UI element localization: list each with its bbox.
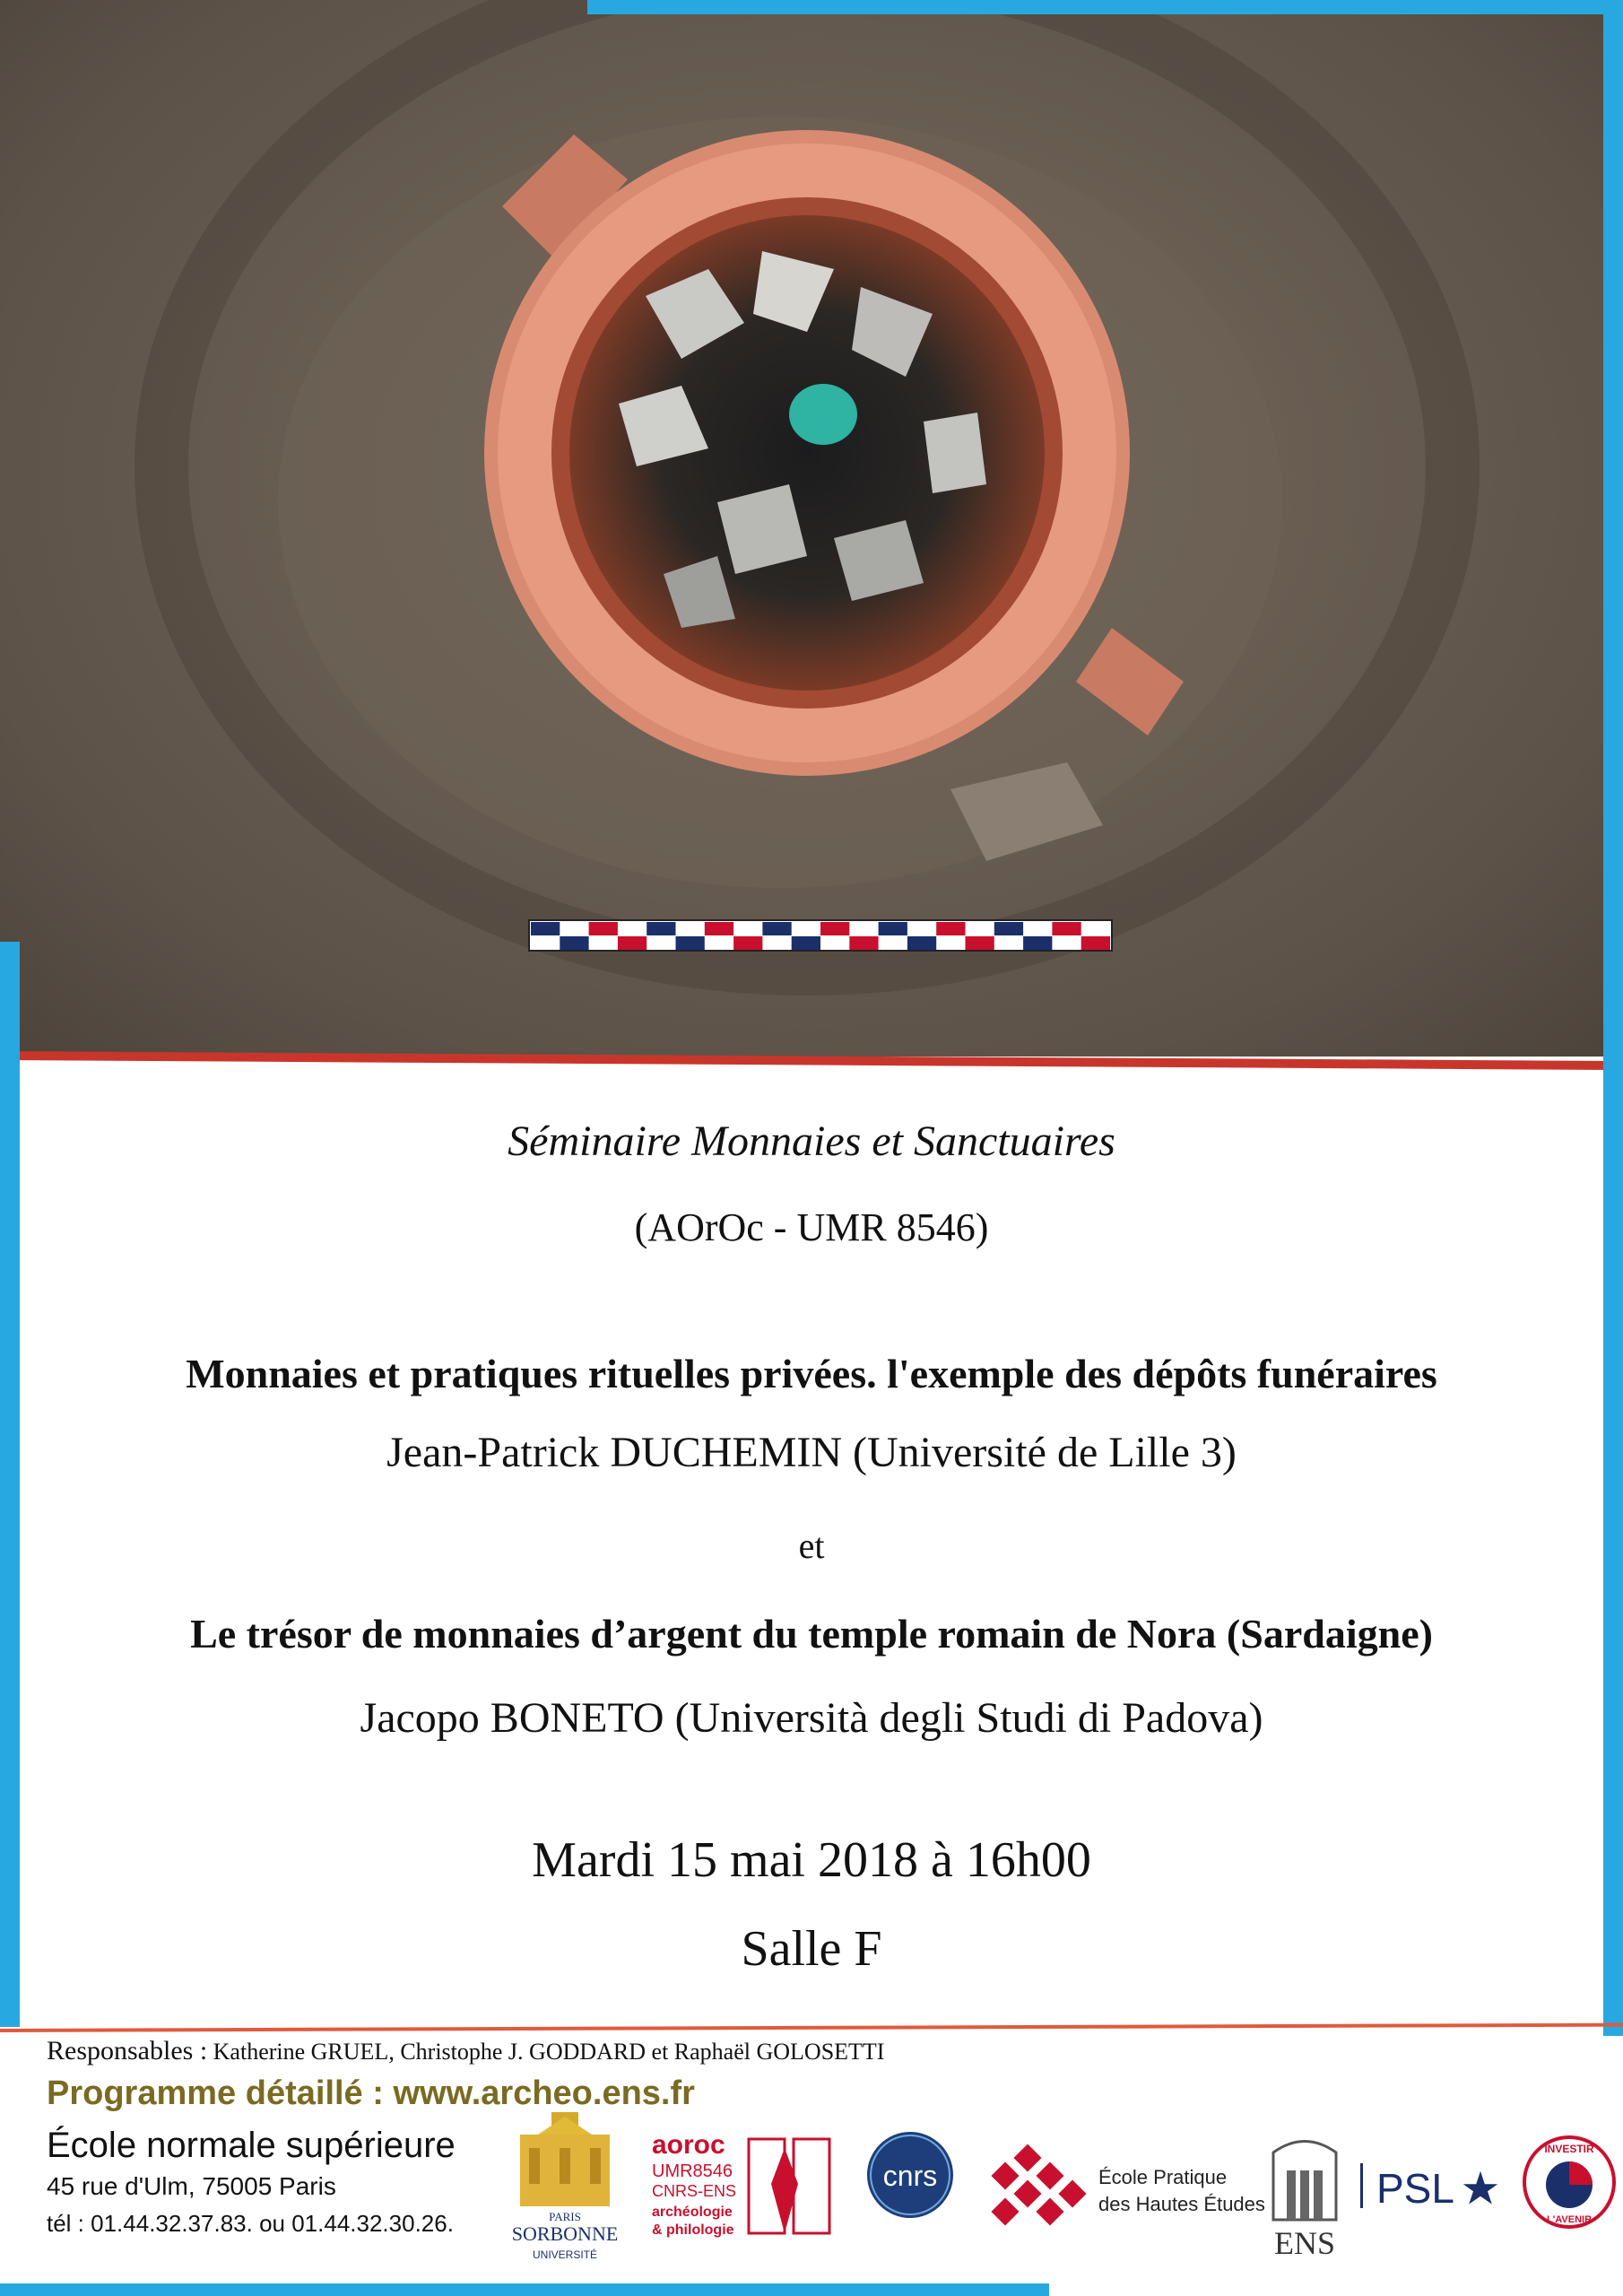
scale-bar-segment bbox=[792, 936, 820, 950]
programme-link[interactable]: Programme détaillé : www.archeo.ens.fr bbox=[47, 2074, 695, 2112]
sorbonne-logo-text-1: PARIS bbox=[549, 2210, 581, 2223]
responsables-line bbox=[47, 2036, 884, 2066]
frame-bar-top bbox=[587, 0, 1623, 14]
scale-bar-segment bbox=[1023, 936, 1052, 950]
excavation-urn-illustration bbox=[0, 0, 1623, 1057]
cnrs-logo-text: cnrs bbox=[882, 2160, 938, 2192]
talk-2-speaker: Jacopo BONETO (Università degli Studi di Padova) bbox=[360, 1694, 1263, 1742]
responsables-names: Katherine GRUEL, Christophe J. GODDARD et Raphaël GOLOSETTI bbox=[213, 2039, 885, 2065]
cnrs-logo bbox=[865, 2130, 955, 2220]
ephe-logo bbox=[977, 2139, 1265, 2238]
scale-bar-segment bbox=[733, 936, 762, 950]
seminar-title: Séminaire Monnaies et Sanctuaires bbox=[508, 1118, 1115, 1165]
sorbonne-logo bbox=[498, 2108, 632, 2278]
ephe-logo-line-2: des Hautes Études bbox=[1098, 2193, 1265, 2215]
aoroc-logo-discipline-1: archéologie bbox=[652, 2205, 733, 2220]
scale-bar-segment bbox=[647, 922, 675, 935]
scale-bar-segment bbox=[589, 922, 618, 935]
scale-bar-segment bbox=[966, 936, 994, 950]
scale-bar-segment bbox=[560, 936, 588, 950]
talk-1-speaker: Jean-Patrick DUCHEMIN (Université de Lille 3) bbox=[386, 1429, 1237, 1476]
scale-bar-segment bbox=[936, 922, 965, 935]
scale-bar-segment bbox=[1052, 922, 1081, 935]
scale-bar-segment bbox=[1081, 936, 1110, 950]
scale-bar-segment bbox=[849, 936, 878, 950]
footer-divider-line bbox=[0, 2023, 1623, 2032]
talk-2-title: Le trésor de monnaies d’argent du temple romain de Nora (Sardaigne) bbox=[190, 1611, 1433, 1657]
scale-bar-segment bbox=[907, 936, 936, 950]
connector-text: et bbox=[798, 1526, 825, 1566]
event-date: Mardi 15 mai 2018 à 16h00 bbox=[532, 1832, 1091, 1888]
cover-photo bbox=[0, 0, 1623, 1057]
scale-bar-segment bbox=[879, 922, 907, 935]
psl-logo bbox=[1358, 2152, 1502, 2220]
ens-logo bbox=[1255, 2130, 1354, 2260]
aoroc-logo-discipline-2: & philologie bbox=[652, 2222, 734, 2238]
event-room: Salle F bbox=[741, 1921, 882, 1977]
school-name: École normale supérieure bbox=[47, 2126, 456, 2165]
scale-bar-segment bbox=[531, 922, 560, 935]
coin bbox=[789, 384, 857, 445]
ens-logo-text: ENS bbox=[1273, 2225, 1336, 2261]
aoroc-logo-cnrs: CNRS-ENS bbox=[652, 2182, 737, 2200]
sorbonne-logo-text-2: SORBONNE bbox=[511, 2222, 619, 2245]
frame-bar-bottom bbox=[0, 2283, 1049, 2296]
aoroc-logo-name: aoroc bbox=[652, 2130, 725, 2160]
talk-1-title: Monnaies et pratiques rituelles privées. l'exemple des dépôts funéraires bbox=[186, 1351, 1437, 1396]
star-icon bbox=[1463, 2171, 1497, 2205]
sorbonne-logo-text-3: UNIVERSITÉ bbox=[532, 2248, 598, 2261]
aoroc-logo-umr: UMR8546 bbox=[652, 2161, 733, 2181]
scale-bar-segment bbox=[676, 936, 705, 950]
ephe-logo-line-1: École Pratique bbox=[1098, 2166, 1228, 2188]
scale-bar-segment bbox=[994, 922, 1023, 935]
psl-logo-text: PSL bbox=[1376, 2165, 1454, 2212]
scale-bar-segment bbox=[762, 922, 791, 935]
investir-avenir-logo bbox=[1520, 2133, 1619, 2231]
aoroc-logo bbox=[650, 2130, 838, 2251]
school-phone: tél : 01.44.32.37.83. ou 01.44.32.30.26. bbox=[47, 2210, 454, 2237]
investir-logo-text-top: INVESTIR bbox=[1544, 2143, 1594, 2155]
responsables-label: Responsables : bbox=[47, 2036, 208, 2066]
scale-bar-segment bbox=[705, 922, 733, 935]
scale-bar-segment bbox=[618, 936, 647, 950]
seminar-lab: (AOrOc - UMR 8546) bbox=[634, 1205, 989, 1249]
school-address: 45 rue d'Ulm, 75005 Paris bbox=[47, 2172, 336, 2200]
investir-logo-text-bottom: L'AVENIR bbox=[1546, 2214, 1593, 2225]
scale-bar-segment bbox=[820, 922, 849, 935]
